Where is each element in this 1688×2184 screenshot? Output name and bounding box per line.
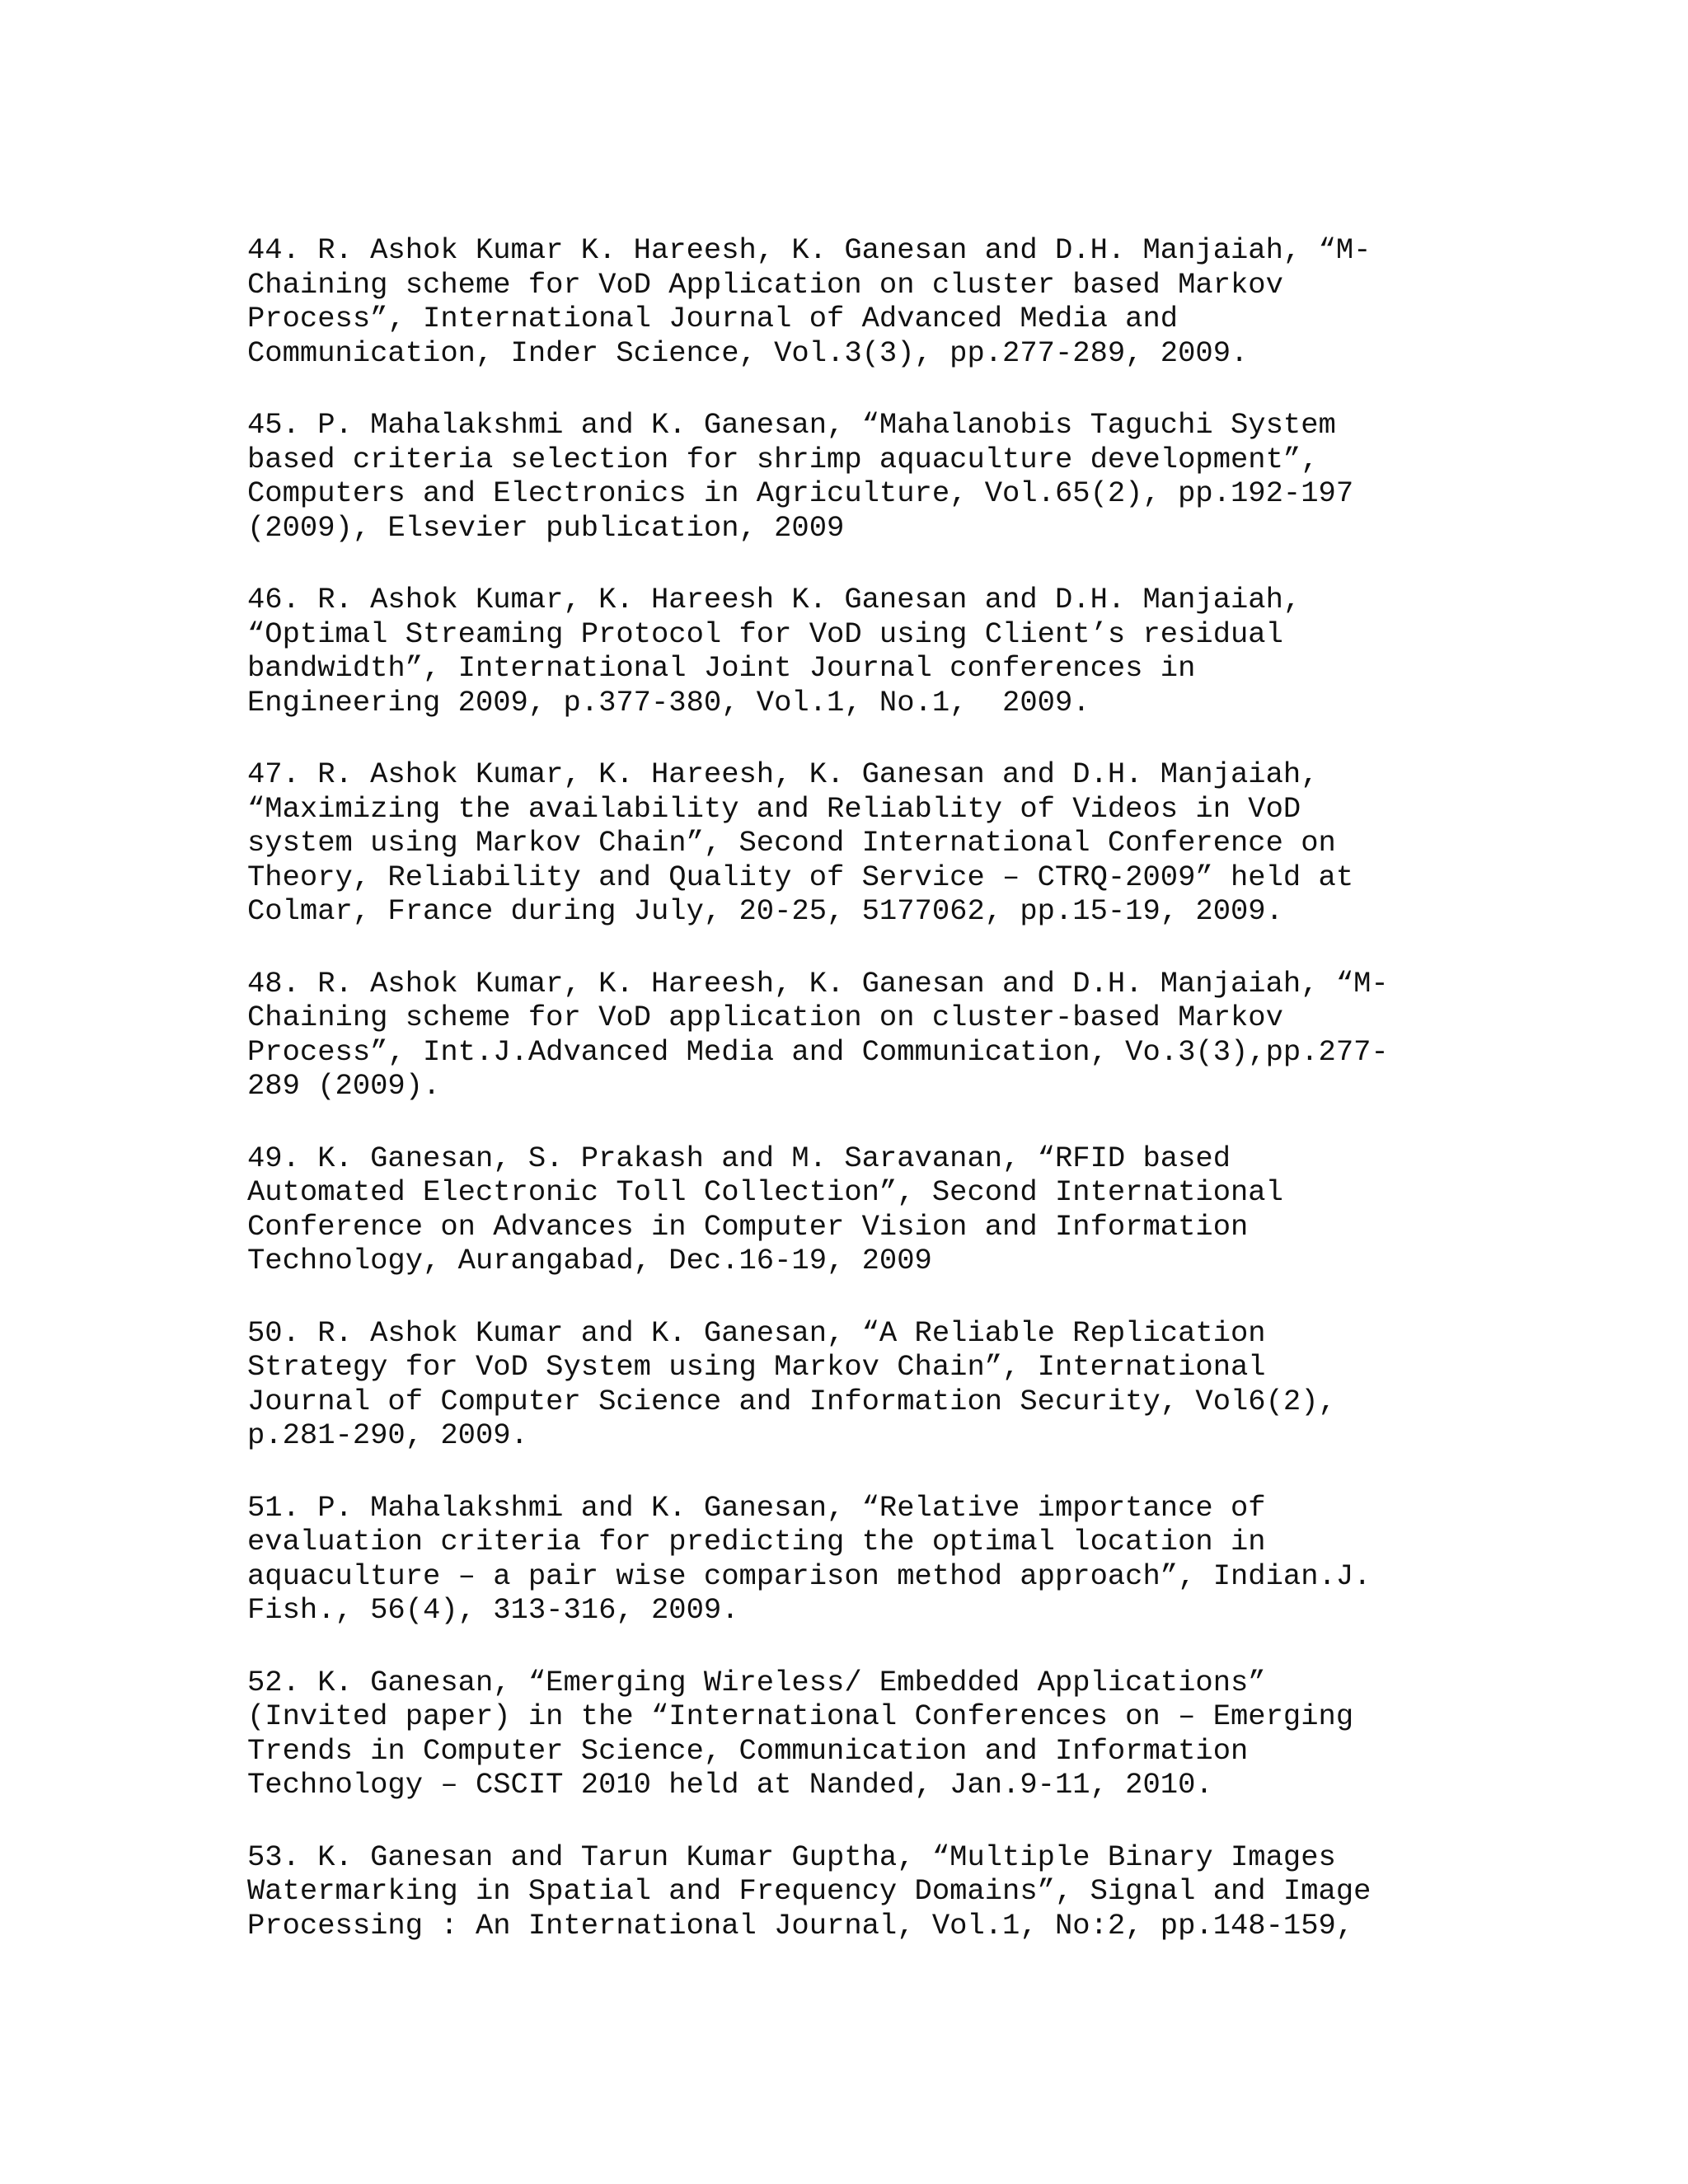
reference-line: Fish., 56(4), 313-316, 2009. — [247, 1593, 739, 1627]
reference-line: system using Markov Chain”, Second International Conference on — [247, 826, 1336, 860]
reference-line: Chaining scheme for VoD Application on cluster based Markov — [247, 267, 1283, 302]
reference-line: 52. K. Ganesan, “Emerging Wireless/ Embedded Applications” — [247, 1665, 1266, 1699]
reference-line: 49. K. Ganesan, S. Prakash and M. Saravanan, “RFID based — [247, 1141, 1231, 1175]
reference-line: Colmar, France during July, 20-25, 5177062, pp.15-19, 2009. — [247, 894, 1283, 928]
reference-line: 53. K. Ganesan and Tarun Kumar Guptha, “Multiple Binary Images — [247, 1840, 1336, 1874]
reference-line: Watermarking in Spatial and Frequency Domains”, Signal and Image — [247, 1874, 1372, 1908]
reference-line: Chaining scheme for VoD application on cluster-based Markov — [247, 1001, 1283, 1034]
reference-line: 289 (2009). — [247, 1069, 441, 1103]
reference-list — [247, 233, 1451, 1980]
reference-line: 46. R. Ashok Kumar, K. Hareesh K. Ganesan and D.H. Manjaiah, — [247, 583, 1301, 616]
reference-line: Engineering 2009, p.377-380, Vol.1, No.1, 2009. — [247, 685, 1090, 719]
reference-line: Journal of Computer Science and Information Security, Vol6(2), — [247, 1384, 1336, 1418]
reference-line: 51. P. Mahalakshmi and K. Ganesan, “Relative importance of — [247, 1490, 1266, 1525]
reference-line: evaluation criteria for predicting the optimal location in — [247, 1525, 1266, 1558]
reference-line: Strategy for VoD System using Markov Chain”, International — [247, 1350, 1266, 1384]
reference-entry-49 — [247, 1141, 1451, 1278]
reference-line: 48. R. Ashok Kumar, K. Hareesh, K. Ganesan and D.H. Manjaiah, “M- — [247, 966, 1389, 1001]
reference-line: Theory, Reliability and Quality of Service – CTRQ-2009” held at — [247, 860, 1354, 894]
reference-line: Processing : An International Journal, Vol.1, No:2, pp.148-159, — [247, 1908, 1354, 1943]
reference-entry-47 — [247, 757, 1451, 929]
reference-line: (Invited paper) in the “International Conferences on – Emerging — [247, 1699, 1354, 1733]
reference-line: Technology – CSCIT 2010 held at Nanded, Jan.9-11, 2010. — [247, 1768, 1213, 1802]
reference-line: Trends in Computer Science, Communication and Information — [247, 1733, 1249, 1768]
reference-line: Process”, Int.J.Advanced Media and Communication, Vo.3(3),pp.277- — [247, 1034, 1389, 1069]
reference-entry-45 — [247, 408, 1451, 545]
reference-line: aquaculture – a pair wise comparison method approach”, Indian.J. — [247, 1558, 1372, 1593]
reference-line: Technology, Aurangabad, Dec.16-19, 2009 — [247, 1244, 932, 1277]
reference-line: Computers and Electronics in Agriculture, Vol.65(2), pp.192-197 — [247, 476, 1354, 510]
reference-entry-53 — [247, 1840, 1451, 1943]
reference-line: 50. R. Ashok Kumar and K. Ganesan, “A Reliable Replication — [247, 1315, 1266, 1350]
reference-line: Communication, Inder Science, Vol.3(3), pp.277-289, 2009. — [247, 335, 1249, 370]
reference-line: 47. R. Ashok Kumar, K. Hareesh, K. Ganesan and D.H. Manjaiah, — [247, 757, 1319, 791]
reference-line: (2009), Elsevier publication, 2009 — [247, 510, 845, 545]
reference-line: p.281-290, 2009. — [247, 1418, 528, 1452]
reference-line: based criteria selection for shrimp aquaculture development”, — [247, 442, 1319, 476]
reference-line: “Optimal Streaming Protocol for VoD using Client’s residual — [247, 616, 1283, 651]
reference-entry-52 — [247, 1666, 1451, 1802]
reference-entry-46 — [247, 583, 1451, 719]
reference-line: Conference on Advances in Computer Vision and Information — [247, 1209, 1249, 1244]
reference-line: 45. P. Mahalakshmi and K. Ganesan, “Mahalanobis Taguchi System — [247, 408, 1336, 442]
reference-entry-50 — [247, 1316, 1451, 1453]
reference-line: 44. R. Ashok Kumar K. Hareesh, K. Ganesan and D.H. Manjaiah, “M- — [247, 233, 1372, 267]
reference-line: bandwidth”, International Joint Journal conferences in — [247, 651, 1196, 685]
reference-line: Process”, International Journal of Advanced Media and — [247, 302, 1179, 335]
reference-line: “Maximizing the availability and Reliablity of Videos in VoD — [247, 791, 1301, 826]
reference-entry-48 — [247, 967, 1451, 1104]
reference-line: Automated Electronic Toll Collection”, Second International — [247, 1175, 1283, 1209]
reference-entry-44 — [247, 233, 1451, 370]
reference-entry-51 — [247, 1491, 1451, 1628]
